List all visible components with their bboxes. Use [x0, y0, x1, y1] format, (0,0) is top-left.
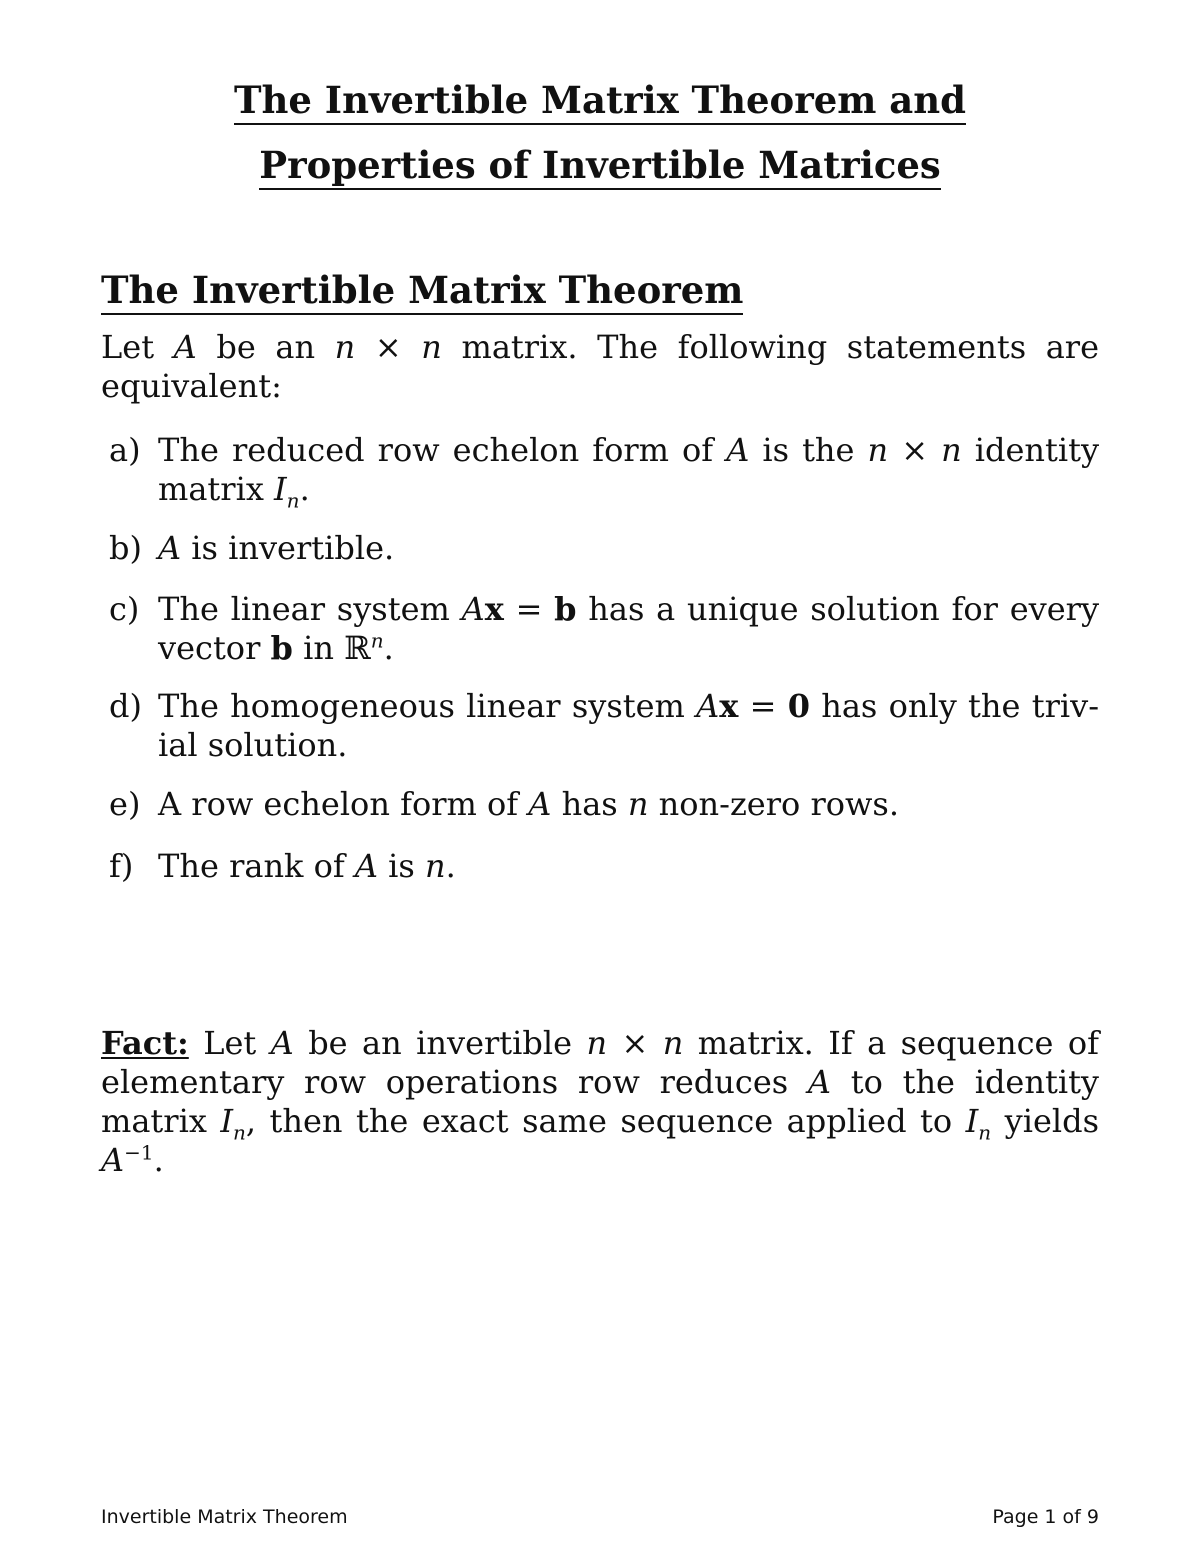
intro-text: matrix. The following statements are equivalent: — [101, 328, 1100, 405]
math-var: A — [461, 590, 485, 628]
item-text: . — [445, 847, 456, 885]
math-var: n — [627, 785, 649, 823]
math-var: A — [354, 847, 378, 885]
intro-text: Let — [101, 328, 174, 366]
math-var: A — [696, 687, 720, 725]
list-marker: a) — [109, 431, 141, 469]
math-operator: × — [607, 1024, 663, 1062]
list-item-body — [158, 687, 1099, 765]
math-superscript: n — [370, 628, 384, 653]
page-number: Page 1 of 9 — [992, 1506, 1099, 1528]
math-vector: x — [719, 687, 739, 725]
item-text: in — [292, 629, 345, 667]
list-item — [101, 529, 1099, 568]
math-subscript: n — [232, 1120, 246, 1145]
math-var: n — [941, 431, 962, 469]
section-heading-text: The Invertible Matrix Theorem — [101, 268, 743, 315]
item-text: The rank of — [158, 847, 355, 885]
fact-text: yields — [991, 1102, 1100, 1140]
math-subscript: n — [286, 488, 300, 513]
item-text: is — [378, 847, 425, 885]
fact-text: Let — [188, 1024, 271, 1062]
list-item-body — [158, 847, 1099, 886]
fact-paragraph — [101, 1024, 1099, 1180]
math-subscript: n — [978, 1120, 992, 1145]
fact-text: matrix. If a sequence of elementary row operations row reduces — [101, 1024, 1100, 1101]
math-var: I — [274, 470, 287, 508]
math-var: n — [662, 1024, 684, 1062]
list-item-body — [158, 785, 1099, 824]
math-reals-symbol: ℝ — [344, 629, 371, 667]
math-var: A — [158, 529, 182, 567]
list-marker: e) — [109, 785, 141, 823]
item-text: The homogeneous linear system — [158, 687, 697, 725]
math-var: A — [101, 1141, 125, 1179]
list-item — [101, 847, 1099, 886]
item-text: is the — [749, 431, 868, 469]
item-text: non-zero rows. — [648, 785, 900, 823]
document-title-line-1 — [0, 78, 1200, 122]
list-item — [101, 590, 1099, 668]
intro-text: be an — [196, 328, 335, 366]
math-var: n — [425, 847, 446, 885]
math-var: n — [334, 328, 356, 366]
item-text: . — [299, 470, 310, 508]
document-title-text-2: Properties of Invertible Matrices — [259, 143, 940, 190]
item-text: has a unique solution for every vector — [158, 590, 1100, 667]
math-vector: b — [554, 590, 577, 628]
math-var: A — [726, 431, 750, 469]
math-var: I — [965, 1102, 979, 1140]
list-item-body — [158, 590, 1099, 668]
list-item-body — [158, 431, 1100, 513]
list-marker: f) — [109, 847, 134, 885]
item-text: is invertible. — [181, 529, 395, 567]
math-var: A — [270, 1024, 294, 1062]
list-item — [101, 687, 1099, 765]
list-item-body — [158, 529, 1099, 568]
item-text: . — [383, 629, 394, 667]
fact-text: be an invertible — [293, 1024, 587, 1062]
list-item — [101, 431, 1100, 513]
fact-text: . — [153, 1141, 164, 1179]
math-var: A — [807, 1063, 832, 1101]
item-text: has — [551, 785, 628, 823]
math-vector: 0 — [787, 687, 810, 725]
list-item — [101, 785, 1099, 824]
document-title-line-2 — [0, 143, 1200, 187]
math-superscript: −1 — [124, 1140, 154, 1165]
math-vector: x — [484, 590, 504, 628]
list-marker: d) — [109, 687, 142, 725]
item-text: The linear system — [158, 590, 462, 628]
document-title-text-1: The Invertible Matrix Theorem and — [234, 78, 966, 125]
item-text: has only the triv-ial solution. — [158, 687, 1099, 764]
theorem-intro — [101, 328, 1099, 406]
fact-text: to the identity matrix — [101, 1063, 1100, 1140]
fact-label: Fact: — [101, 1024, 189, 1062]
math-var: I — [220, 1102, 233, 1140]
math-operator: = — [503, 590, 555, 628]
math-operator: × — [355, 328, 422, 366]
math-var: A — [173, 328, 197, 366]
math-var: n — [421, 328, 442, 366]
math-var: n — [586, 1024, 608, 1062]
fact-text: , then the exact same sequence applied to — [245, 1102, 966, 1140]
list-marker: b) — [109, 529, 142, 567]
item-text: identity matrix — [158, 431, 1100, 508]
footer-left-text: Invertible Matrix Theorem — [101, 1506, 348, 1528]
section-heading — [101, 268, 743, 312]
math-vector: b — [270, 629, 293, 667]
math-var: n — [867, 431, 889, 469]
math-operator: = — [738, 687, 788, 725]
list-marker: c) — [109, 590, 140, 628]
math-operator: × — [888, 431, 942, 469]
item-text: A row echelon form of — [158, 785, 529, 823]
math-var: A — [528, 785, 552, 823]
item-text: The reduced row echelon form of — [158, 431, 727, 469]
